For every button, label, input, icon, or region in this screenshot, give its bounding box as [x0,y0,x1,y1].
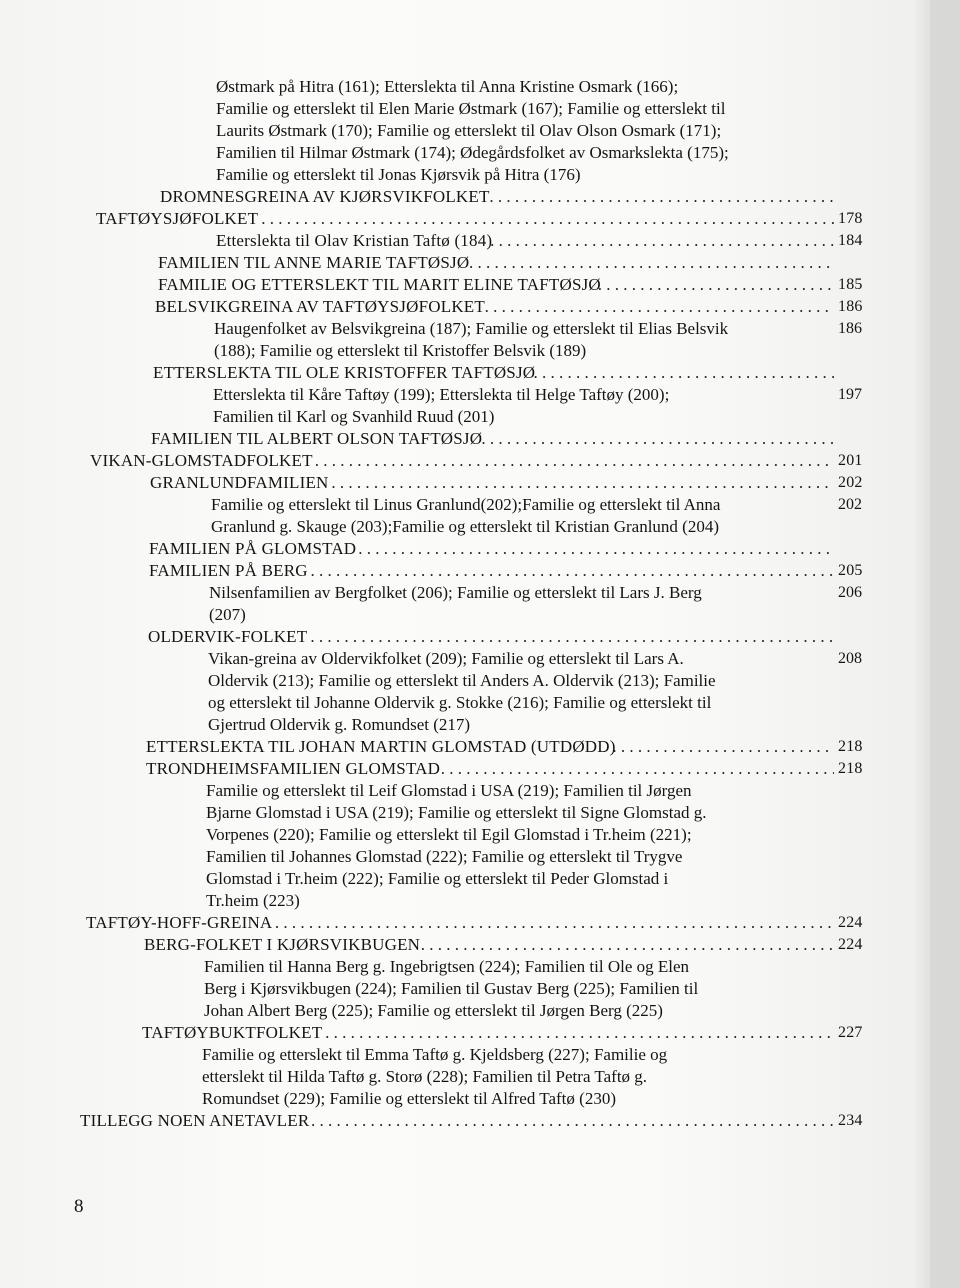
toc-heading-entry [0,1022,930,1044]
dot-leader [311,560,834,582]
table-of-contents [0,76,930,1132]
toc-heading-entry [0,912,930,934]
toc-heading-entry [0,1110,930,1132]
dot-leader [275,912,834,934]
toc-entry-text: Glomstad i Tr.heim (222); Familie og etterslekt til Peder Glomstad i [206,869,669,888]
toc-heading-entry [0,758,930,780]
toc-entry-text: Vorpenes (220); Familie og etterslekt til Egil Glomstad i Tr.heim (221); [206,825,692,844]
toc-entry-text: FAMILIEN PÅ GLOMSTAD [149,539,357,558]
toc-entry-text: Østmark på Hitra (161); Etterslekta til Anna Kristine Osmark (166); [216,77,679,96]
dot-leader [612,736,834,758]
toc-page-number: 186 [838,298,863,315]
toc-detail-line [0,142,930,164]
toc-detail-line [0,494,930,516]
toc-entry-text: Johan Albert Berg (225); Familie og etterslekt til Jørgen Berg (225) [204,1001,663,1020]
toc-page-number: 178 [838,210,863,227]
toc-page-number: 202 [838,474,863,491]
toc-page-number: 208 [838,650,862,667]
toc-entry-text: FAMILIEN TIL ANNE MARIE TAFTØSJØ [158,253,470,272]
toc-entry-text: Tr.heim (223) [206,891,300,910]
dot-leader [441,758,834,780]
toc-entry-text: etterslekt til Hilda Taftø g. Storø (228); Familien til Petra Taftø g. [202,1067,648,1086]
toc-detail-line [0,76,930,98]
toc-detail-line [0,604,930,626]
toc-heading-entry [0,428,930,450]
toc-entry-text: ETTERSLEKTA TIL OLE KRISTOFFER TAFTØSJØ [153,363,536,382]
dot-leader [310,626,834,648]
toc-detail-line [0,516,930,538]
toc-page-number: 224 [838,936,863,953]
dot-leader [598,274,834,296]
toc-page-number: 218 [838,738,863,755]
toc-entry-text: TILLEGG NOEN ANETAVLER [80,1111,310,1130]
toc-heading-entry [0,362,930,384]
toc-entry-text: (207) [209,605,246,624]
dot-leader [325,1022,834,1044]
dot-leader [261,208,834,230]
toc-entry-text: ETTERSLEKTA TIL JOHAN MARTIN GLOMSTAD (UTDØDD) [146,737,616,756]
toc-heading-entry [0,538,930,560]
toc-detail-line [0,582,930,604]
toc-page-number: 234 [838,1112,863,1129]
toc-entry-text: Familie og etterslekt til Emma Taftø g. Kjeldsberg (227); Familie og [202,1045,668,1064]
toc-detail-line [0,120,930,142]
toc-entry-text: FAMILIEN PÅ BERG [149,561,308,580]
toc-page-number: 186 [838,320,862,337]
toc-detail-line [0,956,930,978]
toc-entry-text: Bjarne Glomstad i USA (219); Familie og etterslekt til Signe Glomstad g. [206,803,707,822]
dot-leader [358,538,834,560]
toc-page-number: 227 [838,1024,863,1041]
toc-detail-line [0,98,930,120]
toc-page-number: 206 [838,584,862,601]
toc-detail-line [0,384,930,406]
toc-entry-text: Familien til Karl og Svanhild Ruud (201) [213,407,495,426]
toc-heading-entry [0,934,930,956]
toc-entry-text: Familie og etterslekt til Leif Glomstad i USA (219); Familien til Jørgen [206,781,692,800]
toc-detail-line [0,714,930,736]
toc-entry-text: GRANLUNDFAMILIEN [150,473,329,492]
toc-page-number: 224 [838,914,863,931]
toc-detail-line [0,978,930,1000]
dot-leader [315,450,834,472]
toc-heading-entry [0,230,930,252]
toc-page-number: 185 [838,276,863,293]
toc-heading-entry [0,274,930,296]
toc-entry-text: Familie og etterslekt til Jonas Kjørsvik på Hitra (176) [216,165,581,184]
toc-detail-line [0,824,930,846]
toc-entry-text: BELSVIKGREINA AV TAFTØYSJØFOLKET [155,297,485,316]
toc-heading-entry [0,186,930,208]
toc-detail-line [0,164,930,186]
toc-heading-entry [0,736,930,758]
toc-entry-text: Vikan-greina av Oldervikfolket (209); Familie og etterslekt til Lars A. [208,649,684,668]
toc-heading-entry [0,450,930,472]
dot-leader [489,186,834,208]
dot-leader [469,252,834,274]
page-number: 8 [74,1196,84,1217]
dot-leader [421,934,834,956]
toc-entry-text: FAMILIEN TIL ALBERT OLSON TAFTØSJØ [151,429,483,448]
toc-entry-text: TAFTØYSJØFOLKET [96,209,259,228]
toc-detail-line [0,890,930,912]
toc-entry-text: TAFTØYBUKTFOLKET [142,1023,323,1042]
toc-entry-text: BERG-FOLKET I KJØRSVIKBUGEN [144,935,421,954]
toc-detail-line [0,670,930,692]
toc-detail-line [0,1044,930,1066]
toc-page-number: 202 [838,496,862,513]
toc-detail-line [0,1000,930,1022]
toc-page-number: 205 [838,562,863,579]
toc-page-number: 218 [838,760,863,777]
dot-leader [490,230,834,252]
toc-entry-text: DROMNESGREINA AV KJØRSVIKFOLKET [160,187,490,206]
toc-entry-text: TAFTØY-HOFF-GREINA [86,913,273,932]
dot-leader [485,296,834,318]
toc-entry-text: Familien til Johannes Glomstad (222); Familie og etterslekt til Trygve [206,847,683,866]
dot-leader [481,428,834,450]
toc-entry-text: Oldervik (213); Familie og etterslekt til Anders A. Oldervik (213); Familie [208,671,716,690]
toc-entry-text: Familien til Hanna Berg g. Ingebrigtsen (224); Familien til Ole og Elen [204,957,690,976]
dot-leader [533,362,834,384]
toc-page-number: 184 [838,232,863,249]
toc-entry-text: Familie og etterslekt til Elen Marie Østmark (167); Familie og etterslekt til [216,99,726,118]
toc-entry-text: VIKAN-GLOMSTADFOLKET [90,451,313,470]
toc-detail-line [0,802,930,824]
toc-entry-text: Nilsenfamilien av Bergfolket (206); Familie og etterslekt til Lars J. Berg [209,583,702,602]
toc-entry-text: (188); Familie og etterslekt til Kristoffer Belsvik (189) [214,341,587,360]
toc-entry-text: Romundset (229); Familie og etterslekt til Alfred Taftø (230) [202,1089,616,1108]
toc-heading-entry [0,296,930,318]
toc-page-number: 197 [838,386,862,403]
toc-detail-line [0,780,930,802]
toc-entry-text: Etterslekta til Olav Kristian Taftø (184) [216,231,493,250]
toc-entry-text: og etterslekt til Johanne Oldervik g. Stokke (216); Familie og etterslekt til [208,693,712,712]
toc-entry-text: Granlund g. Skauge (203);Familie og etterslekt til Kristian Granlund (204) [211,517,720,536]
toc-detail-line [0,1066,930,1088]
toc-entry-text: Gjertrud Oldervik g. Romundset (217) [208,715,471,734]
toc-detail-line [0,340,930,362]
toc-entry-text: FAMILIE OG ETTERSLEKT TIL MARIT ELINE TAFTØSJØ [158,275,601,294]
toc-detail-line [0,318,930,340]
toc-heading-entry [0,208,930,230]
toc-heading-entry [0,626,930,648]
toc-entry-text: TRONDHEIMSFAMILIEN GLOMSTAD [146,759,441,778]
toc-entry-text: Etterslekta til Kåre Taftøy (199); Etterslekta til Helge Taftøy (200); [213,385,670,404]
toc-page-number: 201 [838,452,863,469]
toc-heading-entry [0,560,930,582]
toc-entry-text: Familien til Hilmar Østmark (174); Ødegårdsfolket av Osmarkslekta (175); [216,143,729,162]
toc-entry-text: OLDERVIK-FOLKET [148,627,308,646]
toc-detail-line [0,648,930,670]
toc-detail-line [0,406,930,428]
toc-detail-line [0,1088,930,1110]
toc-heading-entry [0,252,930,274]
dot-leader [331,472,834,494]
toc-entry-text: Berg i Kjørsvikbugen (224); Familien til Gustav Berg (225); Familien til [204,979,699,998]
toc-heading-entry [0,472,930,494]
toc-detail-line [0,846,930,868]
dot-leader [311,1110,834,1132]
toc-entry-text: Haugenfolket av Belsvikgreina (187); Familie og etterslekt til Elias Belsvik [214,319,729,338]
toc-detail-line [0,868,930,890]
toc-entry-text: Familie og etterslekt til Linus Granlund(202);Familie og etterslekt til Anna [211,495,721,514]
toc-entry-text: Laurits Østmark (170); Familie og etterslekt til Olav Olson Osmark (171); [216,121,722,140]
toc-detail-line [0,692,930,714]
